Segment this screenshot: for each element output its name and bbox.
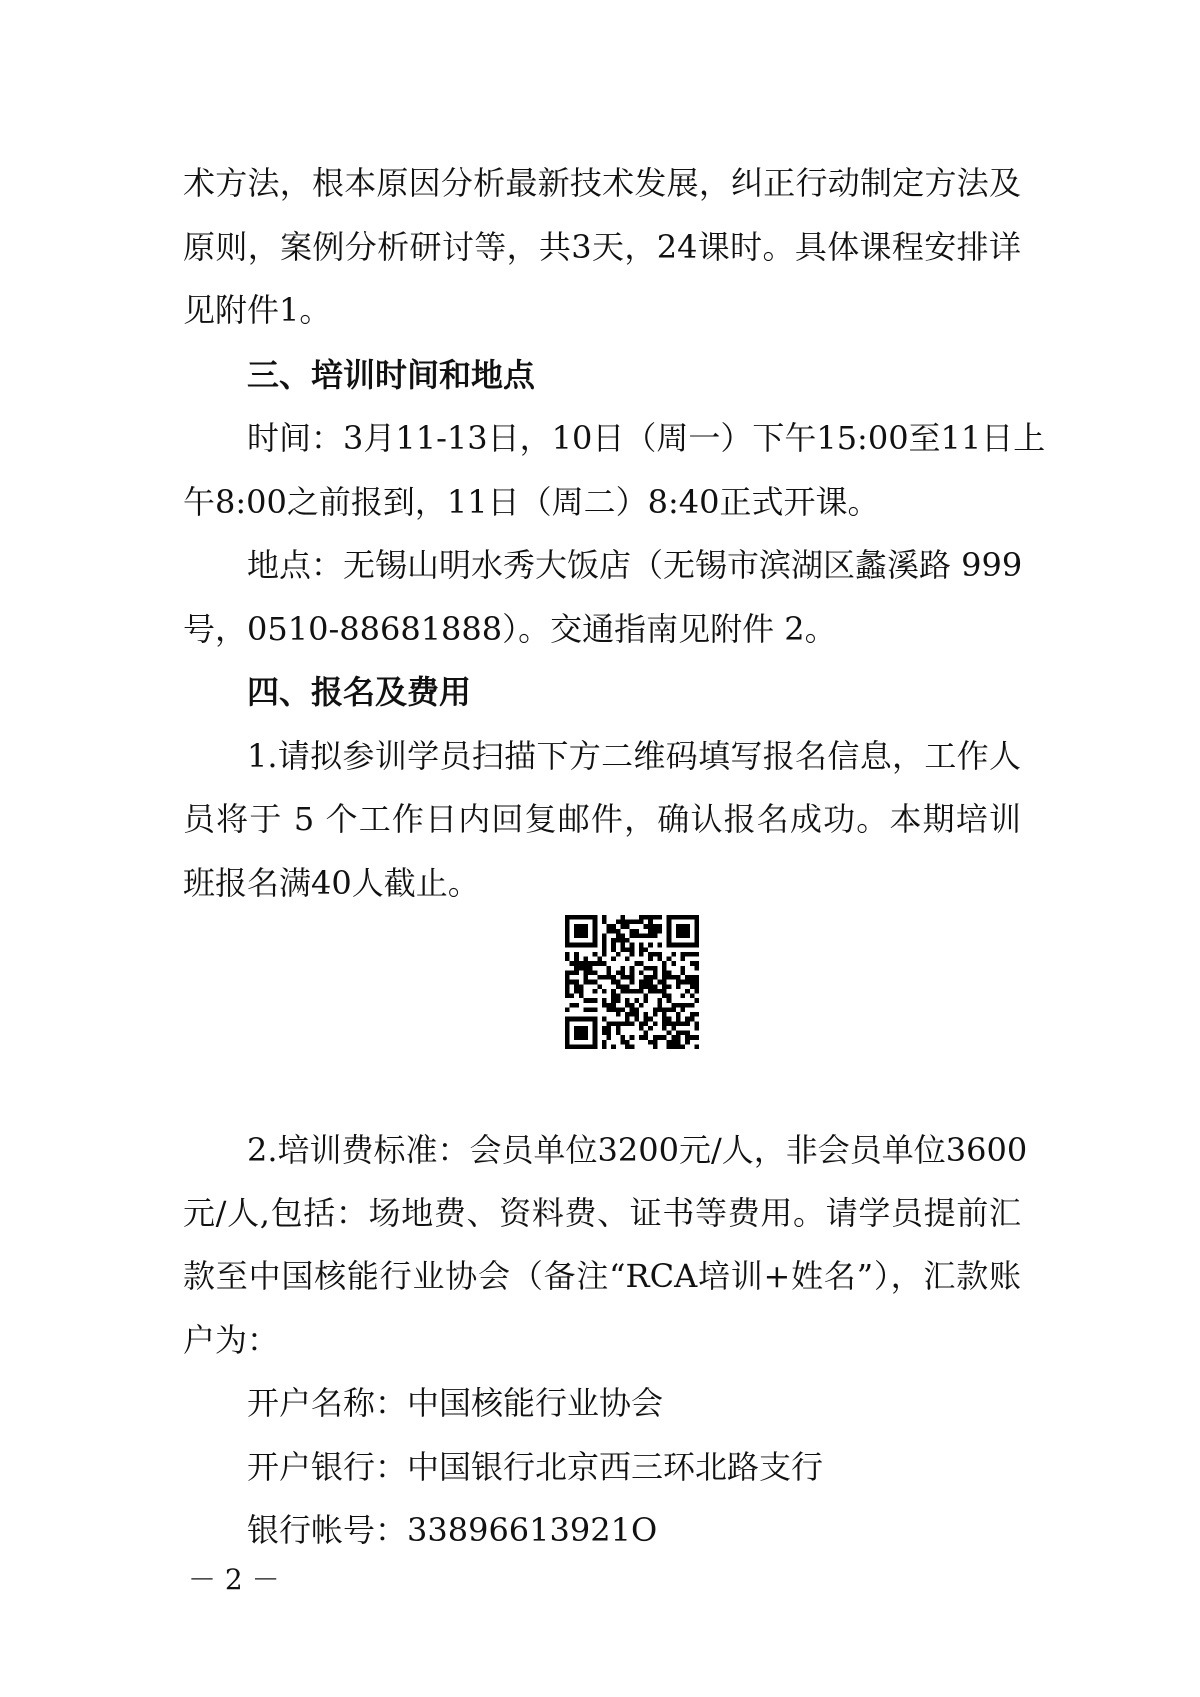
- text-line: 2.培训费标准：会员单位3200元/人，非会员单位3600: [247, 1131, 1028, 1169]
- text-line: 时间：3月11-13日，10日（周一）下午15:00至11日上: [247, 419, 1046, 457]
- qr-code-icon: [565, 915, 699, 1049]
- text-line: 班报名满40人截止。: [183, 864, 480, 902]
- page-number: － 2 －: [188, 1563, 280, 1596]
- text-line: 员将于 5 个工作日内回复邮件，确认报名成功。本期培训: [183, 800, 1021, 838]
- text-line: 元/人,包括：场地费、资料费、证书等费用。请学员提前汇: [183, 1194, 1021, 1232]
- account-bank: 开户银行：中国银行北京西三环北路支行: [247, 1448, 824, 1486]
- text-line: 午8:00之前报到，11日（周二）8:40正式开课。: [183, 483, 880, 521]
- text-line: 见附件1。: [183, 291, 332, 329]
- text-line: 1.请拟参训学员扫描下方二维码填写报名信息，工作人: [247, 737, 1021, 775]
- account-name: 开户名称：中国核能行业协会: [247, 1384, 664, 1422]
- text-line: 号，0510-88681888）。交通指南见附件 2。: [183, 610, 837, 648]
- text-line: 原则，案例分析研讨等，共3天，24课时。具体课程安排详: [183, 228, 1021, 266]
- text-line: 地点：无锡山明水秀大饭店（无锡市滨湖区蠡溪路 999: [247, 546, 1023, 584]
- account-number: 银行帐号：33896613921O: [247, 1511, 658, 1549]
- section-heading: 四、报名及费用: [247, 673, 472, 711]
- text-line: 户为：: [183, 1321, 280, 1359]
- text-line: 款至中国核能行业协会（备注“RCA培训+姓名”），汇款账: [183, 1257, 1021, 1295]
- text-line: 术方法，根本原因分析最新技术发展，纠正行动制定方法及: [183, 164, 1021, 202]
- section-heading: 三、培训时间和地点: [247, 356, 536, 394]
